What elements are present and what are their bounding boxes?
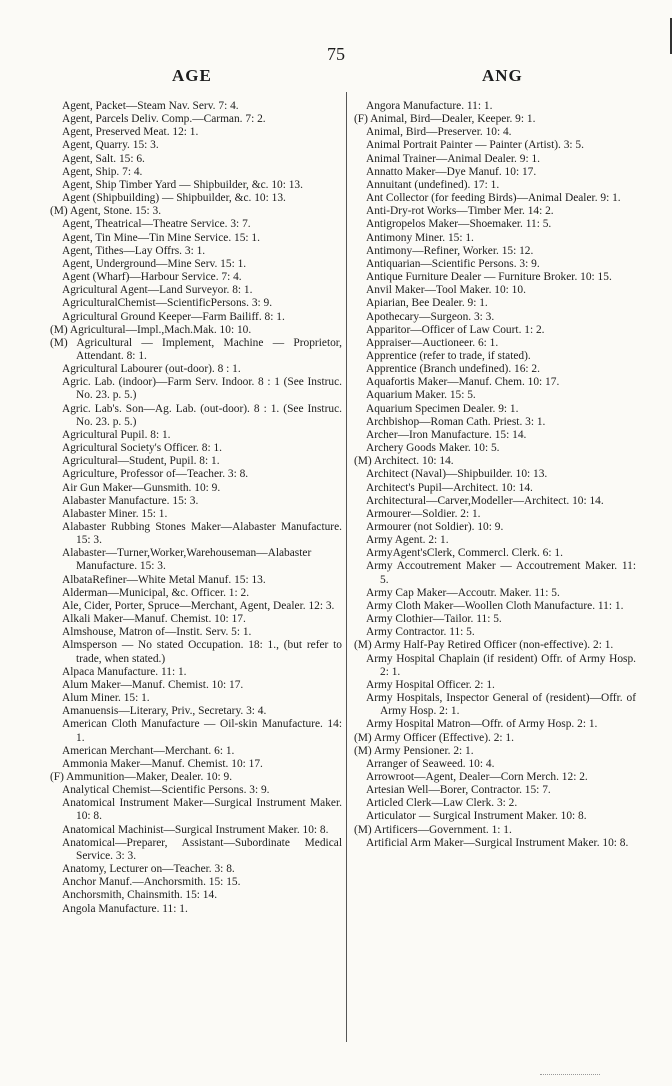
index-entry: (M) Army Officer (Effective). 2: 1. <box>354 731 514 744</box>
index-entry: Artesian Well—Borer, Contractor. 15: 7. <box>366 784 551 797</box>
index-entry: Agent (Shipbuilding) — Shipbuilder, &c. 10: 13. <box>62 192 286 205</box>
index-entry: Agricultural Ground Keeper—Farm Bailiff. 8: 1. <box>62 310 285 323</box>
index-entry: Articulator — Surgical Instrument Maker. 10: 8. <box>366 810 587 823</box>
index-entry: (M) Agricultural — Implement, Machine — Proprietor, Attendant. 8: 1. <box>50 336 342 362</box>
index-entry: Agric. Lab. (indoor)—Farm Serv. Indoor. 8 : 1 (See Instruc. No. 23. p. 5.) <box>62 376 342 402</box>
index-entry: (F) Ammunition—Maker, Dealer. 10: 9. <box>50 770 233 783</box>
index-entry: Agent, Tin Mine—Tin Mine Service. 15: 1. <box>62 231 260 244</box>
index-entry: Agent, Parcels Deliv. Comp.—Carman. 7: 2. <box>62 113 266 126</box>
index-entry: Arranger of Seaweed. 10: 4. <box>366 757 495 770</box>
index-entry: Agricultural Pupil. 8: 1. <box>62 428 171 441</box>
index-entry: Agricultural Society's Officer. 8: 1. <box>62 442 223 455</box>
index-entry: Alderman—Municipal, &c. Officer. 1: 2. <box>62 586 250 599</box>
index-entry: Agent, Preserved Meat. 12: 1. <box>62 126 199 139</box>
index-entry: Apothecary—Surgeon. 3: 3. <box>366 310 495 323</box>
index-entry: Alabaster Miner. 15: 1. <box>62 507 168 520</box>
index-entry: Animal Portrait Painter — Painter (Artist). 3: 5. <box>366 139 584 152</box>
page-number: 75 <box>327 44 345 64</box>
index-entry: Apiarian, Bee Dealer. 9: 1. <box>366 297 488 310</box>
index-entry: Anchorsmith, Chainsmith. 15: 14. <box>62 889 218 902</box>
index-entry: Apprentice (refer to trade, if stated). <box>366 349 531 362</box>
index-entry: Animal, Bird—Preserver. 10: 4. <box>366 126 512 139</box>
index-entry: Army Hospital Officer. 2: 1. <box>366 678 495 691</box>
index-entry: (M) Architect. 10: 14. <box>354 455 454 468</box>
index-entry: Angora Manufacture. 11: 1. <box>366 100 493 112</box>
index-entry: Agent, Salt. 15: 6. <box>62 152 145 165</box>
index-entry: Anatomical Machinist—Surgical Instrument Maker. 10: 8. <box>62 823 329 836</box>
index-entry: (F) Animal, Bird—Dealer, Keeper. 9: 1. <box>354 113 536 126</box>
index-entry: Ant Collector (for feeding Birds)—Animal Dealer. 9: 1. <box>366 192 621 205</box>
index-entry: American Merchant—Merchant. 6: 1. <box>62 744 235 757</box>
index-entry: Archbishop—Roman Cath. Priest. 3: 1. <box>366 415 546 428</box>
index-entry: Alum Maker—Manuf. Chemist. 10: 17. <box>62 678 244 691</box>
index-entry: Antigropelos Maker—Shoemaker. 11: 5. <box>366 218 552 231</box>
index-entry: ArmyAgent'sClerk, Commercl. Clerk. 6: 1. <box>366 547 563 560</box>
index-entry: (M) Army Pensioner. 2: 1. <box>354 744 474 757</box>
index-entry: Army Accoutrement Maker — Accoutrement Maker. 11: 5. <box>366 560 636 586</box>
index-entry: Agent, Tithes—Lay Offrs. 3: 1. <box>62 244 206 257</box>
index-entry: Apprentice (Branch undefined). 16: 2. <box>366 363 540 376</box>
index-entry: Alabaster Rubbing Stones Maker—Alabaster Manufacture. 15: 3. <box>62 521 342 547</box>
index-entry: Agent, Quarry. 15: 3. <box>62 139 159 152</box>
index-entry: Army Contractor. 11: 5. <box>366 626 475 639</box>
index-entry: Alum Miner. 15: 1. <box>62 692 150 705</box>
index-entry: Appraiser—Auctioneer. 6: 1. <box>366 336 499 349</box>
index-entry: Antimony—Refiner, Worker. 15: 12. <box>366 244 534 257</box>
index-entry: Alkali Maker—Manuf. Chemist. 10: 17. <box>62 613 246 626</box>
index-entry: Army Hospital Matron—Offr. of Army Hosp. 2: 1. <box>366 718 598 731</box>
index-entry: Almsperson — No stated Occupation. 18: 1., (but refer to trade, when stated.) <box>62 639 342 665</box>
index-entry: Annuitant (undefined). 17: 1. <box>366 178 500 191</box>
index-entry: Amanuensis—Literary, Priv., Secretary. 3: 4. <box>62 705 267 718</box>
index-entry: Agricultural Labourer (out-door). 8 : 1. <box>62 363 241 376</box>
index-entry: Anatomical—Preparer, Assistant—Subordinate Medical Service. 3: 3. <box>62 836 342 862</box>
index-entry: Agent, Underground—Mine Serv. 15: 1. <box>62 257 247 270</box>
index-entry: Army Hospital Chaplain (if resident) Offr. of Army Hosp. 2: 1. <box>366 652 636 678</box>
left-column <box>50 100 342 916</box>
index-entry: Agric. Lab's. Son—Ag. Lab. (out-door). 8 : 1. (See Instruc. No. 23. p. 5.) <box>62 402 342 428</box>
index-entry: Agent, Theatrical—Theatre Service. 3: 7. <box>62 218 251 231</box>
index-entry: Ammonia Maker—Manuf. Chemist. 10: 17. <box>62 757 263 770</box>
index-entry: Anchor Manuf.—Anchorsmith. 15: 15. <box>62 876 241 889</box>
footer-mark <box>540 1074 600 1077</box>
index-entry: Army Cap Maker—Accoutr. Maker. 11: 5. <box>366 586 560 599</box>
index-entry: Agent (Wharf)—Harbour Service. 7: 4. <box>62 271 242 284</box>
index-entry: Agricultural—Student, Pupil. 8: 1. <box>62 455 220 468</box>
index-entry: Aquafortis Maker—Manuf. Chem. 10: 17. <box>366 376 560 389</box>
index-entry: (M) Army Half-Pay Retired Officer (non-effective). 2: 1. <box>354 639 614 652</box>
index-entry: Arrowroot—Agent, Dealer—Corn Merch. 12: 2. <box>366 770 588 783</box>
index-entry: Alabaster Manufacture. 15: 3. <box>62 494 199 507</box>
index-entry: Analytical Chemist—Scientific Persons. 3: 9. <box>62 784 270 797</box>
index-entry: Artificial Arm Maker—Surgical Instrument Maker. 10: 8. <box>366 836 629 849</box>
index-entry: Army Clothier—Tailor. 11: 5. <box>366 613 502 626</box>
index-entry: Agent, Ship Timber Yard — Shipbuilder, &c. 10: 13. <box>62 178 303 191</box>
index-entry: Apparitor—Officer of Law Court. 1: 2. <box>366 323 545 336</box>
index-entry: Agricultural Agent—Land Surveyor. 8: 1. <box>62 284 253 297</box>
index-entry: (M) Agent, Stone. 15: 3. <box>50 205 162 218</box>
index-entry: Agent, Ship. 7: 4. <box>62 165 143 178</box>
right-header: ANG <box>482 66 523 85</box>
index-entry: AgriculturalChemist—ScientificPersons. 3: 9. <box>62 297 273 310</box>
index-entry: Almshouse, Matron of—Instit. Serv. 5: 1. <box>62 626 252 639</box>
index-entry: Alpaca Manufacture. 11: 1. <box>62 665 187 678</box>
index-entry: Armourer (not Soldier). 10: 9. <box>366 521 504 533</box>
index-entry: Annatto Maker—Dye Manuf. 10: 17. <box>366 165 537 178</box>
index-entry: Aquarium Maker. 15: 5. <box>366 389 476 402</box>
index-entry: Antimony Miner. 15: 1. <box>366 231 474 244</box>
left-header: AGE <box>172 66 212 85</box>
index-entry: Anvil Maker—Tool Maker. 10: 10. <box>366 284 526 297</box>
index-entry: Aquarium Specimen Dealer. 9: 1. <box>366 402 519 415</box>
index-entry: Anatomical Instrument Maker—Surgical Instrument Maker. 10: 8. <box>62 797 342 823</box>
index-entry: American Cloth Manufacture — Oil-skin Manufacture. 14: 1. <box>62 718 342 744</box>
right-column <box>354 100 636 850</box>
index-entry: Armourer—Soldier. 2: 1. <box>366 507 481 520</box>
index-entry: Archer—Iron Manufacture. 15: 14. <box>366 428 527 441</box>
index-entry: Alabaster—Turner,Worker,Warehouseman—Alabaster Manufacture. 15: 3. <box>62 547 312 573</box>
index-entry: Air Gun Maker—Gunsmith. 10: 9. <box>62 481 221 494</box>
index-entry: Agent, Packet—Steam Nav. Serv. 7: 4. <box>62 100 239 112</box>
index-entry: Anti-Dry-rot Works—Timber Mer. 14: 2. <box>366 205 554 218</box>
index-entry: Architectural—Carver,Modeller—Architect. 10: 14. <box>366 494 604 507</box>
index-entry: Antique Furniture Dealer — Furniture Broker. 10: 15. <box>366 271 612 284</box>
index-entry: (M) Artificers—Government. 1: 1. <box>354 823 512 836</box>
index-entry: Angola Manufacture. 11: 1. <box>62 902 188 915</box>
index-entry: Animal Trainer—Animal Dealer. 9: 1. <box>366 152 540 165</box>
index-entry: Agriculture, Professor of—Teacher. 3: 8. <box>62 468 249 481</box>
index-entry: Ale, Cider, Porter, Spruce—Merchant, Agent, Dealer. 12: 3. <box>62 599 335 612</box>
index-entry: Antiquarian—Scientific Persons. 3: 9. <box>366 257 540 270</box>
index-entry: Army Hospitals, Inspector General of (resident)—Offr. of Army Hosp. 2: 1. <box>366 692 636 718</box>
index-entry: Articled Clerk—Law Clerk. 3: 2. <box>366 797 518 810</box>
index-entry: Army Cloth Maker—Woollen Cloth Manufacture. 11: 1. <box>366 599 624 612</box>
index-entry: Architect (Naval)—Shipbuilder. 10: 13. <box>366 468 548 481</box>
column-divider <box>346 92 347 1042</box>
index-entry: Architect's Pupil—Architect. 10: 14. <box>366 481 533 494</box>
index-entry: AlbataRefiner—White Metal Manuf. 15: 13. <box>62 573 266 586</box>
index-entry: Archery Goods Maker. 10: 5. <box>366 442 500 455</box>
index-entry: Army Agent. 2: 1. <box>366 534 449 547</box>
index-entry: (M) Agricultural—Impl.,Mach.Mak. 10: 10. <box>50 323 252 336</box>
index-entry: Anatomy, Lecturer on—Teacher. 3: 8. <box>62 863 235 876</box>
